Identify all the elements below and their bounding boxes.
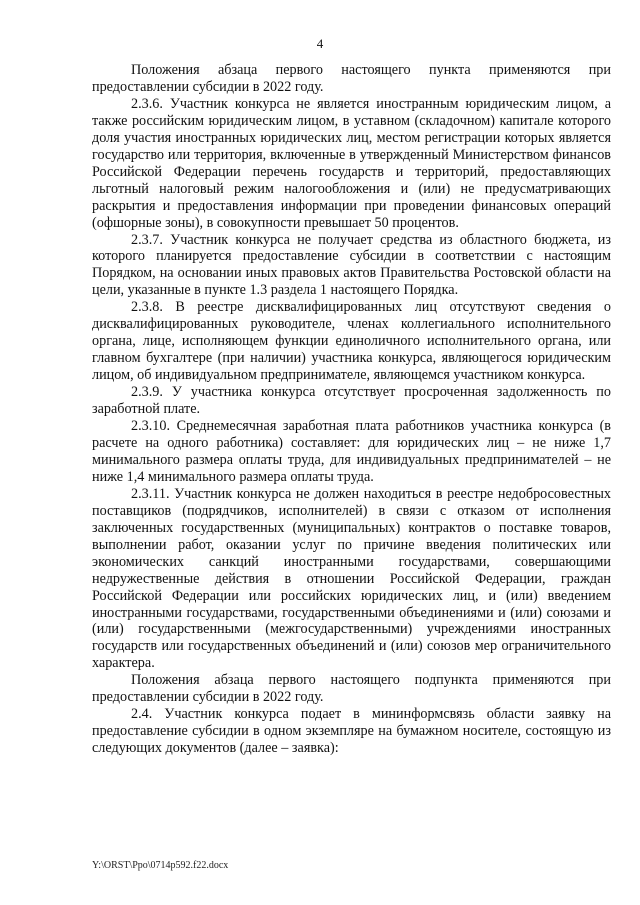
page-number: 4 bbox=[316, 36, 324, 51]
paragraph: 2.3.9. У участника конкурса отсутствует просроченная задолженность по заработной плате. bbox=[92, 384, 611, 418]
paragraph: Положения абзаца первого настоящего пункта применяются при предоставлении субсидии в 2022 году. bbox=[92, 62, 611, 95]
paragraph: 2.3.11. Участник конкурса не должен находиться в реестре недобросовестных поставщиков (подрядчиков, исполнителей) в связи с отказом от исполнения заключенных государственных (муниципальных) контрактов о поставке товаров, выполнении работ, оказании услуг по причине введения политических или экономических санкций иностранными государствами, совершающими недружественные действия в отношении Российской Федерации, граждан Российской Федерации или российских юридических лиц, и (или) введением иностранными государствами, государственными объединениями и (или) союзами и (или) государственными (межгосударственными) учреждениями иностранных государств или государственных объединений и (или) союзов мер ограничительного характера. bbox=[92, 485, 611, 672]
file-path-footer: Y:\ORST\Ppo\0714p592.f22.docx bbox=[92, 860, 229, 871]
document-body bbox=[92, 62, 611, 757]
paragraph: 2.4. Участник конкурса подает в мининформсвязь области заявку на предоставление субсидии в одном экземпляре на бумажном носителе, состоящую из следующих документов (далее – заявка): bbox=[92, 706, 611, 757]
paragraph: 2.3.7. Участник конкурса не получает средства из областного бюджета, из которого планируется предоставление субсидии в соответствии с настоящим Порядком, на основании иных правовых актов Правительства Ростовской области на цели, указанные в пункте 1.3 раздела 1 настоящего Порядка. bbox=[92, 231, 611, 299]
paragraph: 2.3.8. В реестре дисквалифицированных лиц отсутствуют сведения о дисквалифицированных руководителе, членах коллегиального исполнительного органа, лице, исполняющем функции единоличного исполнительного органа, или главном бухгалтере (при наличии) участника конкурса, являющегося юридическим лицом, об индивидуальном предпринимателе, являющемся участником конкурса. bbox=[92, 299, 611, 384]
paragraph: 2.3.10. Среднемесячная заработная плата работников участника конкурса (в расчете на одного работника) составляет: для юридических лиц – не ниже 1,7 минимального размера оплаты труда, для индивидуальных предпринимателей – не ниже 1,4 минимального размера оплаты труда. bbox=[92, 418, 611, 485]
paragraph: 2.3.6. Участник конкурса не является иностранным юридическим лицом, а также российским юридическим лицом, в уставном (складочном) капитале которого доля участия иностранных юридических лиц, местом регистрации которых является государство или территория, включенные в утвержденный Министерством финансов Российской Федерации перечень государств и территорий, предоставляющих льготный налоговый режим налогообложения и (или) не предусматривающих раскрытия и предоставления информации при проведении финансовых операций (офшорные зоны), в совокупности превышает 50 процентов. bbox=[92, 95, 611, 231]
paragraph: Положения абзаца первого настоящего подпункта применяются при предоставлении субсидии в 2022 году. bbox=[92, 672, 611, 706]
